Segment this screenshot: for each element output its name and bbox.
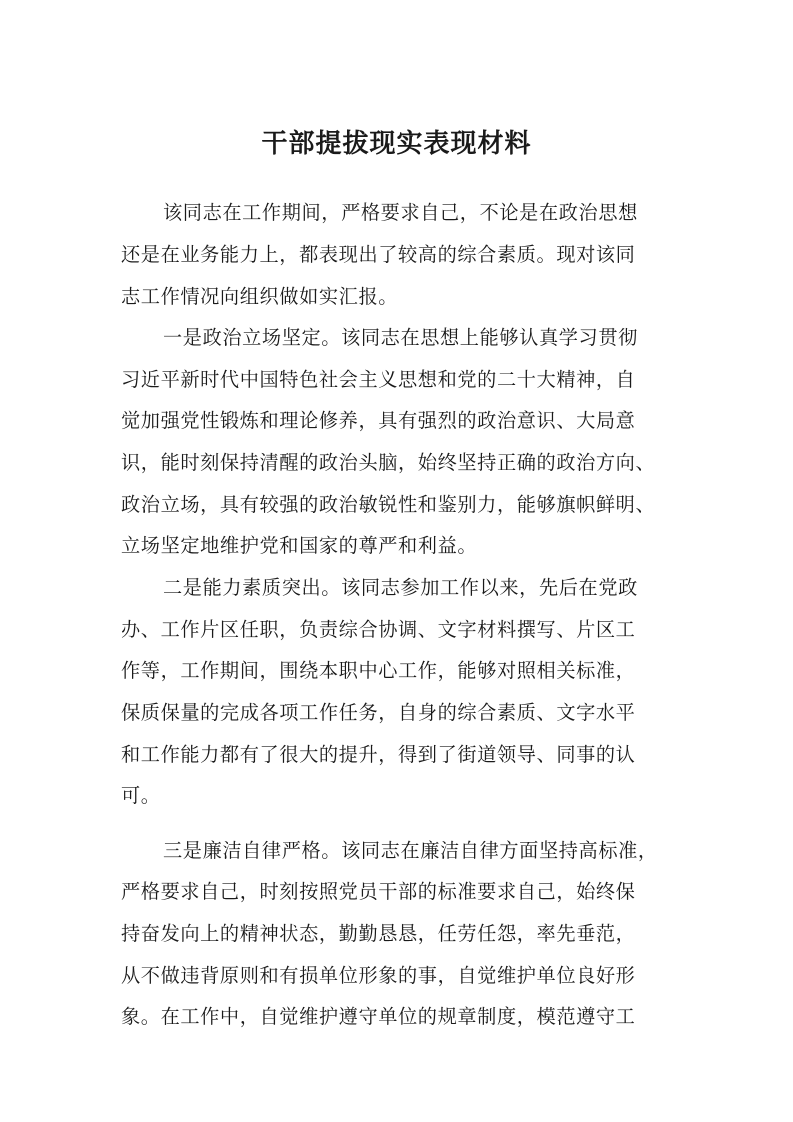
paragraph-line: 志工作情况向组织做如实汇报。 [121, 285, 399, 308]
paragraph-line: 识，能时刻保持清醒的政治头脑，始终坚持正确的政治方向、 [121, 451, 656, 474]
paragraph-line: 还是在业务能力上，都表现出了较高的综合素质。现对该同 [121, 243, 636, 266]
paragraph-line: 立场坚定地维护党和国家的尊严和利益。 [121, 534, 478, 557]
paragraph-line: 办、工作片区任职，负责综合协调、文字材料撰写、片区工 [121, 618, 636, 641]
paragraph-line: 政治立场，具有较强的政治敏锐性和鉴别力，能够旗帜鲜明、 [121, 493, 656, 516]
paragraph-line: 一是政治立场坚定。该同志在思想上能够认真学习贯彻 [163, 326, 638, 349]
paragraph-line: 三是廉洁自律严格。该同志在廉洁自律方面坚持高标准， [163, 839, 658, 862]
paragraph-line: 从不做违背原则和有损单位形象的事，自觉维护单位良好形 [121, 964, 636, 987]
paragraph-line: 持奋发向上的精神状态，勤勤恳恳，任劳任怨，率先垂范， [121, 922, 636, 945]
paragraph-line: 象。在工作中，自觉维护遵守单位的规章制度，模范遵守工 [121, 1005, 636, 1028]
document-title: 干部提拔现实表现材料 [261, 129, 532, 159]
paragraph-line: 习近平新时代中国特色社会主义思想和党的二十大精神，自 [121, 368, 636, 391]
paragraph-line: 可。 [121, 784, 161, 807]
paragraph-line: 觉加强党性锻炼和理论修养，具有强烈的政治意识、大局意 [121, 409, 636, 432]
paragraph-line: 二是能力素质突出。该同志参加工作以来，先后在党政 [163, 576, 638, 599]
paragraph-line: 作等，工作期间，围绕本职中心工作，能够对照相关标准， [121, 659, 636, 682]
paragraph-line: 保质保量的完成各项工作任务，自身的综合素质、文字水平 [121, 701, 636, 724]
paragraph-line: 该同志在工作期间，严格要求自己，不论是在政治思想 [163, 201, 638, 224]
paragraph-line: 和工作能力都有了很大的提升，得到了街道领导、同事的认 [121, 743, 636, 766]
paragraph-line: 严格要求自己，时刻按照党员干部的标准要求自己，始终保 [121, 880, 636, 903]
